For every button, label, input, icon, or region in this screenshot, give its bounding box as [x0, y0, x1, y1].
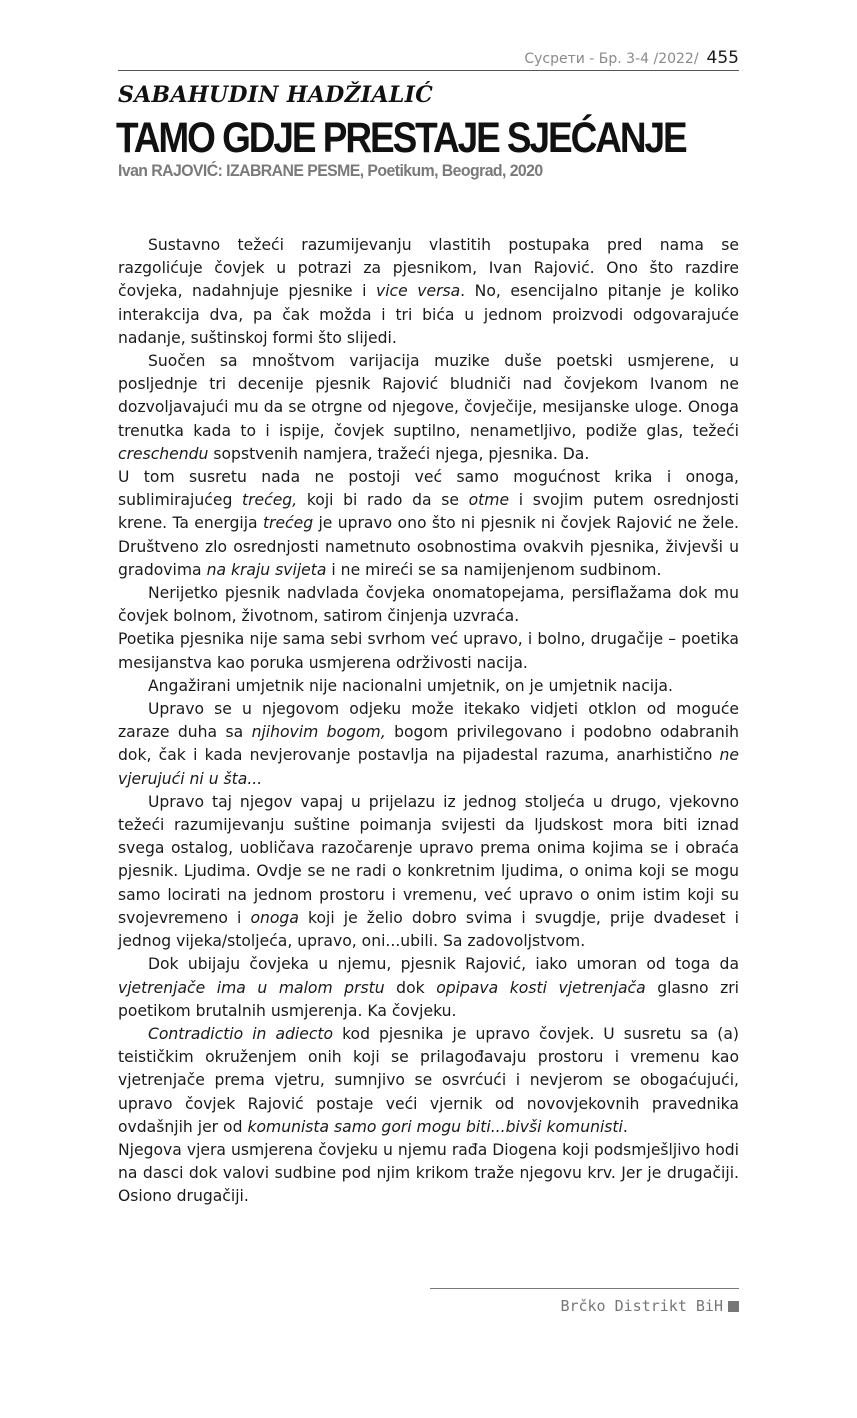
journal-issue: Сусрети - Бр. 3-4 /2022/ — [524, 51, 699, 67]
paragraph — [118, 698, 739, 791]
italic-run: trećeg, — [242, 491, 298, 510]
italic-run: ne vjerujući ni u šta... — [118, 746, 739, 788]
text-run: i svojim putem osrednjosti krene. Ta energija — [118, 491, 739, 533]
italic-run: creschendu — [118, 444, 209, 463]
text-run: . No, esencijalno pitanje je koliko interakcija dva, pa čak možda i tri bića u jednom proizvodi odgovarajuće nadanje, suštinskoj formi što slijedi. — [118, 282, 739, 347]
italic-run: opipava kosti vjetrenjača — [436, 978, 646, 997]
italic-run: otme — [468, 491, 510, 510]
text-run: je upravo ono što ni pjesnik ni čovjek Rajović ne žele. Društveno zlo osrednjosti nametnuto osobnostima ovakvih pjesnika, živjevši u gradovima — [118, 514, 739, 579]
text-run: Suočen sa mnoštvom varijacija muzike duše poetski usmjerene, u posljednje tri decenije pjesnik Rajović bludniči nad čovjekom Ivanom ne dozvoljavajući mu da se otrgne od njegove, čovječije, mesijanske uloge. Onoga trenutka kada to i ispije, čovjek suptilno, nenametljivo, podiže glas, težeći — [118, 352, 739, 440]
text-run: Sustavno težeći razumijevanju vlastitih postupaka pred nama se razgolićuje čovjek u potrazi za pjesnikom, Ivan Rajović. Ono što razdire čovjeka, nadahnjuje pjesnike i — [118, 236, 739, 301]
text-run: Dok ubijaju čovjeka u njemu, pjesnik Rajović, iako umoran od toga da — [148, 955, 739, 974]
italic-run: vice versa — [376, 282, 461, 301]
text-run: kod pjesnika je upravo čovjek. U susretu sa (a) teističkim okruženjem onih koji se prilagođavaju prostoru i vremenu kao vjetrenjače prema vjetru, sumnjivo se osvrćući i nevjerom se obogaćujući, upravo čovjek Rajović postaje veći vjernik od novovjekovnih pravednika ovdašnjih jer od — [118, 1024, 739, 1136]
text-run: Njegova vjera usmjerena čovjeku u njemu rađa Diogena koji podsmješljivo hodi na dasci dok valovi sudbine pod njim krikom traže njegovu krv. Jer je drugačiji. Osiono drugačiji. — [118, 1140, 739, 1206]
text-run: Upravo se u njegovom odjeku može itekako vidjeti otklon od moguće zaraze duha sa — [118, 700, 739, 742]
page-number: 455 — [706, 48, 739, 68]
text-run: bogom privilegovano i podobno odabranih dok, čak i kada nevjerovanje postavlja na pijadestal razuma, anarhistično — [118, 723, 739, 765]
paragraph — [118, 1023, 739, 1139]
text-run: . — [622, 1117, 628, 1136]
italic-run: onoga — [250, 908, 299, 927]
italic-run: komunista samo gori mogu biti...bivši komunisti — [247, 1117, 623, 1136]
italic-run: na kraju svijeta — [206, 560, 327, 579]
footer-rule — [430, 1288, 739, 1289]
running-header — [524, 48, 739, 68]
text-run: Upravo taj njegov vapaj u prijelazu iz jednog stoljeća u drugo, vjekovno težeći razumijevanju suštine poimanja svijesti da ljudskost mora biti iznad svega ostalog, uobličava razočarenje upravo prema onima kojima se i obraća pjesnik. Ljudima. Ovdje se ne radi o konkretnim ljudima, o onima koji se mogu samo locirati na jednom prostoru i vremenu, već upravo o onim istim koji su svojevremeno i — [118, 792, 739, 927]
text-run: glasno zri poetikom brutalnih usmjerenja. Ka čovjeku. — [118, 978, 740, 1020]
article-body — [118, 234, 739, 1209]
text-run: dok — [384, 978, 437, 997]
article-subtitle: Ivan RAJOVIĆ: IZABRANE PESME, Poetikum, Beograd, 2020 — [118, 161, 543, 180]
paragraph — [118, 234, 739, 350]
text-run: koji je želio dobro svima i svugdje, prije dvadeset i jednog vijeka/stoljeća, upravo, oni...ubili. Sa zadovoljstvom. — [118, 908, 739, 951]
paragraph — [118, 466, 739, 582]
footer-square-icon — [728, 1301, 739, 1312]
article-author: SABAHUDIN HADŽIALIĆ — [118, 82, 434, 108]
paragraph — [118, 791, 739, 953]
paragraph — [118, 350, 739, 466]
text-run: koji bi rado da se — [297, 491, 469, 510]
text-run: Nerijetko pjesnik nadvlada čovjeka onomatopejama, persiflažama dok mu čovjek bolnom, životnom, satirom činjenja uzvraća. — [118, 584, 739, 626]
text-run: sopstvenih namjera, tražeći njega, pjesnika. Da. — [208, 444, 590, 463]
italic-run: trećeg — [262, 514, 314, 533]
italic-run: Contradictio in adiecto — [148, 1024, 334, 1043]
running-footer — [560, 1297, 739, 1315]
italic-run: vjetrenjače ima u malom prstu — [118, 978, 385, 997]
paragraph — [118, 1139, 739, 1209]
text-run: U tom susretu nada ne postoji već samo mogućnost krika i onoga, sublimirajućeg — [118, 468, 739, 510]
paragraph — [118, 675, 739, 698]
text-run: Angažirani umjetnik nije nacionalni umjetnik, on je umjetnik nacija. — [148, 676, 673, 695]
article-title: TAMO GDJE PRESTAJE SJEĆANJE — [116, 114, 686, 162]
paragraph — [118, 582, 739, 628]
text-run: i ne mireći se sa namijenjenom sudbinom. — [326, 560, 662, 579]
italic-run: njihovim bogom, — [251, 723, 386, 742]
paragraph — [118, 953, 739, 1023]
footer-text: Brčko Distrikt BiH — [560, 1297, 723, 1315]
header-rule — [118, 70, 739, 71]
text-run: Poetika pjesnika nije sama sebi svrhom već upravo, i bolno, drugačije – poetika mesijanstva kao poruka usmjerena održivosti nacija. — [118, 630, 739, 672]
paragraph — [118, 628, 739, 674]
